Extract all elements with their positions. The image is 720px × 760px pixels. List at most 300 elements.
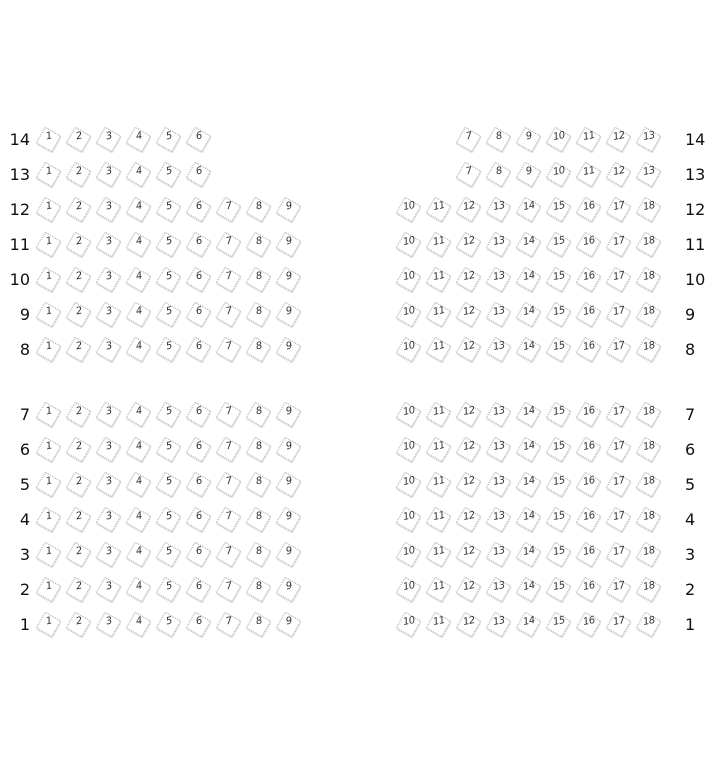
seat-row-4-13[interactable] [488,508,510,530]
seat-row-9-7[interactable] [218,303,240,325]
seat-row-10-14[interactable] [518,268,540,290]
seat-row-4-10[interactable] [398,508,420,530]
seat-number: 15 [552,234,566,249]
seat-row-5-1[interactable] [38,473,60,495]
seat-row-3-3[interactable] [98,543,120,565]
seat-number: 11 [432,614,446,629]
seat-row-13-12[interactable] [608,163,630,185]
seat-row-6-12[interactable] [458,438,480,460]
seat-row-11-13[interactable] [488,233,510,255]
seat-row-10-7[interactable] [218,268,240,290]
seat-number: 18 [642,614,656,629]
seat-row-13-5[interactable] [158,163,180,185]
seat-row-1-3[interactable] [98,613,120,635]
seat-number: 8 [254,235,264,248]
seat-row-14-11[interactable] [578,128,600,150]
seat-row-3-10[interactable] [398,543,420,565]
seat-row-12-14[interactable] [518,198,540,220]
seat-row-12-7[interactable] [218,198,240,220]
seat-number: 17 [612,614,626,629]
seat-row-13-7[interactable] [458,163,480,185]
seat-row-8-11[interactable] [428,338,450,360]
seat-row-3-4[interactable] [128,543,150,565]
seat-row-4-2[interactable] [68,508,90,530]
seat-row-8-12[interactable] [458,338,480,360]
seat-number: 7 [224,545,234,558]
seat-number: 11 [432,509,446,524]
seat-row-6-2[interactable] [68,438,90,460]
seat-row-4-11[interactable] [428,508,450,530]
seat-row-2-5[interactable] [158,578,180,600]
seat-row-1-9[interactable] [278,613,300,635]
seat-row-4-12[interactable] [458,508,480,530]
seat-row-9-6[interactable] [188,303,210,325]
seat-row-1-11[interactable] [428,613,450,635]
seat-row-7-3[interactable] [98,403,120,425]
seat-row-12-12[interactable] [458,198,480,220]
seat-row-13-8[interactable] [488,163,510,185]
seat-row-9-16[interactable] [578,303,600,325]
seat-row-5-16[interactable] [578,473,600,495]
seat-row-14-12[interactable] [608,128,630,150]
seat-row-4-18[interactable] [638,508,660,530]
seat-row-8-15[interactable] [548,338,570,360]
seat-row-9-3[interactable] [98,303,120,325]
seat-number: 12 [462,234,476,249]
seat-row-2-12[interactable] [458,578,480,600]
seat-number: 5 [164,615,174,628]
seat-row-12-10[interactable] [398,198,420,220]
seat-row-7-12[interactable] [458,403,480,425]
seat-row-10-16[interactable] [578,268,600,290]
seat-row-2-6[interactable] [188,578,210,600]
seat-number: 12 [462,199,476,214]
seat-row-8-13[interactable] [488,338,510,360]
seat-row-10-2[interactable] [68,268,90,290]
seat-row-8-17[interactable] [608,338,630,360]
seat-number: 14 [522,439,536,454]
seat-row-9-13[interactable] [488,303,510,325]
seat-row-1-4[interactable] [128,613,150,635]
seat-number: 9 [524,130,534,143]
seat-row-5-8[interactable] [248,473,270,495]
seat-row-3-12[interactable] [458,543,480,565]
seat-number: 6 [194,405,204,418]
seat-row-6-16[interactable] [578,438,600,460]
seat-row-2-7[interactable] [218,578,240,600]
seat-number: 3 [104,510,114,523]
seat-number: 15 [552,404,566,419]
seat-row-14-1[interactable] [38,128,60,150]
seat-number: 16 [582,579,596,594]
seat-row-10-13[interactable] [488,268,510,290]
seat-row-7-8[interactable] [248,403,270,425]
seat-number: 14 [522,304,536,319]
seat-row-10-8[interactable] [248,268,270,290]
seat-row-12-6[interactable] [188,198,210,220]
seat-row-5-17[interactable] [608,473,630,495]
seat-row-5-14[interactable] [518,473,540,495]
seat-number: 5 [164,475,174,488]
seat-row-3-16[interactable] [578,543,600,565]
seat-row-7-17[interactable] [608,403,630,425]
seat-row-7-15[interactable] [548,403,570,425]
seat-row-5-15[interactable] [548,473,570,495]
seat-row-6-5[interactable] [158,438,180,460]
seat-row-13-3[interactable] [98,163,120,185]
seat-row-9-12[interactable] [458,303,480,325]
seat-row-4-15[interactable] [548,508,570,530]
seat-row-1-13[interactable] [488,613,510,635]
seat-row-4-14[interactable] [518,508,540,530]
seat-row-14-8[interactable] [488,128,510,150]
seat-row-2-18[interactable] [638,578,660,600]
seat-row-11-7[interactable] [218,233,240,255]
seat-number: 6 [194,165,204,178]
seat-row-8-10[interactable] [398,338,420,360]
seat-row-3-18[interactable] [638,543,660,565]
seat-row-12-18[interactable] [638,198,660,220]
seat-row-7-1[interactable] [38,403,60,425]
seat-row-6-14[interactable] [518,438,540,460]
seat-row-5-5[interactable] [158,473,180,495]
seat-row-11-18[interactable] [638,233,660,255]
seat-row-1-16[interactable] [578,613,600,635]
seat-row-13-6[interactable] [188,163,210,185]
seat-number: 3 [104,130,114,143]
seat-row-8-5[interactable] [158,338,180,360]
seat-number: 2 [74,440,84,453]
seat-row-3-5[interactable] [158,543,180,565]
seat-row-1-6[interactable] [188,613,210,635]
seat-row-13-13[interactable] [638,163,660,185]
seat-row-10-17[interactable] [608,268,630,290]
seat-row-2-17[interactable] [608,578,630,600]
seat-row-5-13[interactable] [488,473,510,495]
seat-row-2-10[interactable] [398,578,420,600]
seat-row-10-15[interactable] [548,268,570,290]
seat-row-11-8[interactable] [248,233,270,255]
seat-row-14-5[interactable] [158,128,180,150]
seat-number: 9 [284,475,294,488]
seat-row-13-2[interactable] [68,163,90,185]
seat-row-4-3[interactable] [98,508,120,530]
seat-row-10-10[interactable] [398,268,420,290]
seat-row-12-5[interactable] [158,198,180,220]
seat-row-13-4[interactable] [128,163,150,185]
seat-row-10-11[interactable] [428,268,450,290]
seat-row-12-13[interactable] [488,198,510,220]
seat-row-8-4[interactable] [128,338,150,360]
row-label-right: 14 [685,130,706,149]
seat-number: 12 [462,509,476,524]
seat-row-2-4[interactable] [128,578,150,600]
seat-row-9-2[interactable] [68,303,90,325]
seat-row-1-18[interactable] [638,613,660,635]
seat-row-9-8[interactable] [248,303,270,325]
seat-number: 11 [582,164,596,179]
seat-row-11-10[interactable] [398,233,420,255]
seat-row-1-14[interactable] [518,613,540,635]
seat-row-9-1[interactable] [38,303,60,325]
seat-number: 16 [582,404,596,419]
seat-row-6-6[interactable] [188,438,210,460]
seat-row-5-6[interactable] [188,473,210,495]
seat-row-9-11[interactable] [428,303,450,325]
seat-row-1-15[interactable] [548,613,570,635]
seat-row-12-9[interactable] [278,198,300,220]
seat-row-4-6[interactable] [188,508,210,530]
seat-row-14-2[interactable] [68,128,90,150]
seat-row-12-17[interactable] [608,198,630,220]
seat-row-3-7[interactable] [218,543,240,565]
seat-row-12-2[interactable] [68,198,90,220]
seat-number: 7 [224,340,234,353]
row-label-left: 7 [19,405,30,424]
seat-row-4-9[interactable] [278,508,300,530]
seat-row-1-10[interactable] [398,613,420,635]
seat-row-10-1[interactable] [38,268,60,290]
seat-row-6-17[interactable] [608,438,630,460]
seat-row-13-9[interactable] [518,163,540,185]
seat-row-4-8[interactable] [248,508,270,530]
seat-number: 16 [582,474,596,489]
seat-row-2-14[interactable] [518,578,540,600]
seat-number: 2 [74,235,84,248]
seat-row-12-15[interactable] [548,198,570,220]
seat-row-11-17[interactable] [608,233,630,255]
seat-row-7-7[interactable] [218,403,240,425]
seat-row-10-4[interactable] [128,268,150,290]
seat-row-5-2[interactable] [68,473,90,495]
seat-row-7-10[interactable] [398,403,420,425]
seat-number: 17 [612,474,626,489]
seat-row-6-10[interactable] [398,438,420,460]
seat-row-11-12[interactable] [458,233,480,255]
seat-number: 2 [74,580,84,593]
row-label-right: 13 [685,165,706,184]
seat-row-6-15[interactable] [548,438,570,460]
seat-number: 8 [254,200,264,213]
seat-row-5-10[interactable] [398,473,420,495]
seat-row-3-1[interactable] [38,543,60,565]
seat-number: 4 [134,270,144,283]
seat-row-2-11[interactable] [428,578,450,600]
seat-row-9-17[interactable] [608,303,630,325]
seat-row-1-8[interactable] [248,613,270,635]
seat-row-2-3[interactable] [98,578,120,600]
seat-number: 18 [642,474,656,489]
seat-row-5-7[interactable] [218,473,240,495]
seat-row-12-16[interactable] [578,198,600,220]
seat-row-1-2[interactable] [68,613,90,635]
seat-row-9-15[interactable] [548,303,570,325]
seat-number: 1 [44,305,54,318]
seat-row-11-1[interactable] [38,233,60,255]
seat-row-12-11[interactable] [428,198,450,220]
seat-row-14-7[interactable] [458,128,480,150]
seat-row-4-4[interactable] [128,508,150,530]
seat-row-11-14[interactable] [518,233,540,255]
seat-row-9-5[interactable] [158,303,180,325]
row-label-left: 10 [9,270,30,289]
seat-row-7-16[interactable] [578,403,600,425]
seat-row-12-1[interactable] [38,198,60,220]
seat-row-2-13[interactable] [488,578,510,600]
seat-row-4-17[interactable] [608,508,630,530]
seat-row-4-1[interactable] [38,508,60,530]
seat-number: 14 [522,339,536,354]
seat-row-7-14[interactable] [518,403,540,425]
seat-number: 8 [254,405,264,418]
row-label-left: 6 [19,440,30,459]
seat-row-10-12[interactable] [458,268,480,290]
seat-number: 2 [74,340,84,353]
seat-row-9-4[interactable] [128,303,150,325]
seat-row-9-9[interactable] [278,303,300,325]
seat-row-2-2[interactable] [68,578,90,600]
seat-row-11-9[interactable] [278,233,300,255]
seat-row-7-2[interactable] [68,403,90,425]
seat-row-10-9[interactable] [278,268,300,290]
seat-row-12-3[interactable] [98,198,120,220]
seat-row-11-4[interactable] [128,233,150,255]
seat-row-5-11[interactable] [428,473,450,495]
seat-number: 10 [402,199,416,214]
seat-row-7-5[interactable] [158,403,180,425]
seat-row-10-6[interactable] [188,268,210,290]
seat-row-14-13[interactable] [638,128,660,150]
seat-row-2-1[interactable] [38,578,60,600]
seat-number: 3 [104,235,114,248]
seat-row-3-6[interactable] [188,543,210,565]
seat-row-12-4[interactable] [128,198,150,220]
seat-row-7-11[interactable] [428,403,450,425]
seat-row-5-9[interactable] [278,473,300,495]
seat-row-12-8[interactable] [248,198,270,220]
seat-row-4-7[interactable] [218,508,240,530]
seat-row-4-5[interactable] [158,508,180,530]
seat-row-8-18[interactable] [638,338,660,360]
seat-row-3-8[interactable] [248,543,270,565]
seat-row-8-16[interactable] [578,338,600,360]
seat-row-14-6[interactable] [188,128,210,150]
seat-row-9-10[interactable] [398,303,420,325]
seat-row-8-14[interactable] [518,338,540,360]
seat-row-1-12[interactable] [458,613,480,635]
seat-row-7-9[interactable] [278,403,300,425]
seat-row-11-16[interactable] [578,233,600,255]
seat-row-10-18[interactable] [638,268,660,290]
seat-row-3-11[interactable] [428,543,450,565]
seat-row-6-18[interactable] [638,438,660,460]
seat-row-13-11[interactable] [578,163,600,185]
seat-row-7-4[interactable] [128,403,150,425]
seat-row-1-17[interactable] [608,613,630,635]
seat-row-5-4[interactable] [128,473,150,495]
seat-row-14-4[interactable] [128,128,150,150]
seat-row-3-2[interactable] [68,543,90,565]
seat-row-1-5[interactable] [158,613,180,635]
seat-row-11-3[interactable] [98,233,120,255]
seat-row-14-9[interactable] [518,128,540,150]
seat-row-11-6[interactable] [188,233,210,255]
seat-number: 5 [164,510,174,523]
seat-number: 7 [224,270,234,283]
seat-row-6-3[interactable] [98,438,120,460]
seat-number: 4 [134,440,144,453]
seat-row-2-16[interactable] [578,578,600,600]
seat-row-8-6[interactable] [188,338,210,360]
seat-row-7-6[interactable] [188,403,210,425]
seat-row-11-15[interactable] [548,233,570,255]
seat-number: 18 [642,269,656,284]
seat-row-5-3[interactable] [98,473,120,495]
seat-row-6-11[interactable] [428,438,450,460]
seat-row-3-13[interactable] [488,543,510,565]
seat-row-6-7[interactable] [218,438,240,460]
seat-number: 5 [164,235,174,248]
seat-row-13-10[interactable] [548,163,570,185]
seat-row-10-3[interactable] [98,268,120,290]
seat-row-14-3[interactable] [98,128,120,150]
seat-row-13-1[interactable] [38,163,60,185]
seat-row-11-11[interactable] [428,233,450,255]
seat-row-6-8[interactable] [248,438,270,460]
seat-row-7-13[interactable] [488,403,510,425]
seat-row-8-2[interactable] [68,338,90,360]
seat-row-3-9[interactable] [278,543,300,565]
seat-row-2-9[interactable] [278,578,300,600]
seat-row-10-5[interactable] [158,268,180,290]
seat-number: 3 [104,405,114,418]
seat-row-9-18[interactable] [638,303,660,325]
seat-row-1-7[interactable] [218,613,240,635]
seat-row-8-7[interactable] [218,338,240,360]
seat-row-1-1[interactable] [38,613,60,635]
seat-row-8-1[interactable] [38,338,60,360]
seat-row-8-8[interactable] [248,338,270,360]
seat-row-11-5[interactable] [158,233,180,255]
seat-number: 16 [582,544,596,559]
seat-row-3-14[interactable] [518,543,540,565]
seat-row-6-13[interactable] [488,438,510,460]
seat-row-6-4[interactable] [128,438,150,460]
seat-row-2-8[interactable] [248,578,270,600]
seat-row-4-16[interactable] [578,508,600,530]
seat-number: 1 [44,270,54,283]
seat-row-6-9[interactable] [278,438,300,460]
seat-row-3-15[interactable] [548,543,570,565]
seat-row-2-15[interactable] [548,578,570,600]
seat-row-11-2[interactable] [68,233,90,255]
seat-number: 1 [44,340,54,353]
seat-number: 10 [402,234,416,249]
seat-row-8-9[interactable] [278,338,300,360]
seat-number: 15 [552,579,566,594]
seat-row-6-1[interactable] [38,438,60,460]
seat-row-5-18[interactable] [638,473,660,495]
seat-row-14-10[interactable] [548,128,570,150]
seat-row-9-14[interactable] [518,303,540,325]
seat-row-7-18[interactable] [638,403,660,425]
seat-row-5-12[interactable] [458,473,480,495]
seat-row-8-3[interactable] [98,338,120,360]
seat-number: 2 [74,545,84,558]
seat-number: 16 [582,439,596,454]
seat-row-3-17[interactable] [608,543,630,565]
seat-number: 2 [74,615,84,628]
